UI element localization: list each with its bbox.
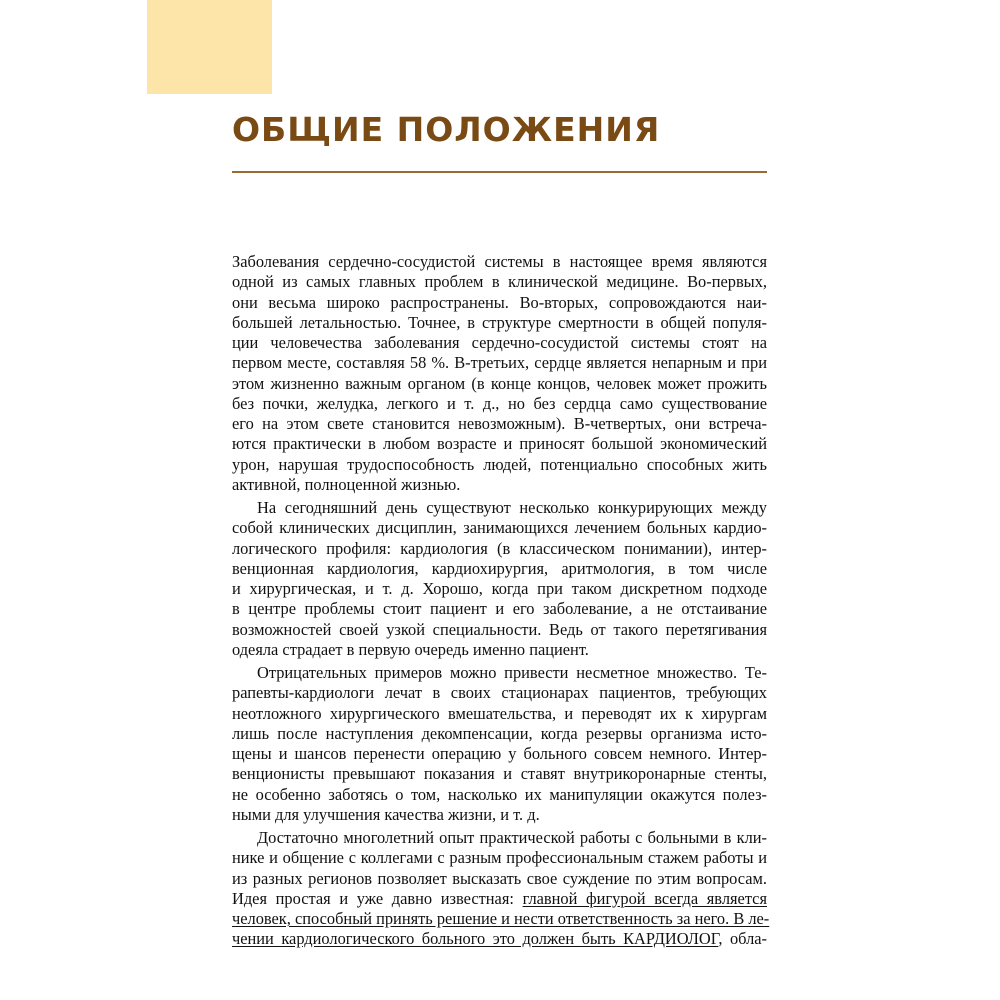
text-line: щены и шансов перенести операцию у больного совсем немного. Интер- [232, 744, 767, 763]
underlined-emphasis: чении кардиологического больного это должен быть КАРДИОЛОГ [232, 929, 719, 949]
chapter-title: ОБЩИЕ ПОЛОЖЕНИЯ [232, 110, 661, 149]
text-fragment: Идея простая и уже давно известная: [232, 888, 523, 908]
text-line: большей летальностью. Точнее, в структуре смертности в общей популя- [232, 312, 767, 332]
text-line: лишь после наступления декомпенсации, когда резервы организма исто- [232, 723, 767, 743]
text-line [232, 929, 767, 949]
text-line: одеяла страдает в первую очередь именно пациент. [232, 639, 589, 659]
text-line: Отрицательных примеров можно привести несметное множество. Те- [257, 663, 767, 682]
text-line: рапевты-кардиологи лечат в своих стационарах пациентов, требующих [232, 683, 767, 703]
text-line: логического профиля: кардиология (в классическом понимании), интер- [232, 538, 767, 558]
text-line: урон, нарушая трудоспособность людей, потенциально способных жить [232, 454, 767, 474]
title-divider [232, 171, 767, 173]
text-line: одной из самых главных проблем в клинической медицине. Во-первых, [232, 272, 767, 292]
text-line: венционисты превышают показания и ставят внутрикоронарные стенты, [232, 764, 767, 784]
text-line: и хирургическая, и т. д. Хорошо, когда при таком дискретном подходе [232, 579, 767, 598]
text-line: они весьма широко распространены. Во-вторых, сопровождаются наи- [232, 292, 767, 312]
text-line [232, 889, 767, 909]
underlined-emphasis: главной фигурой всегда является [522, 888, 767, 908]
text-line: ции человечества заболевания сердечно-сосудистой системы стоят на [232, 333, 767, 352]
underlined-emphasis: человек, способный принять решение и нести ответственность за него. В ле- [232, 909, 770, 928]
text-line: На сегодняшний день существуют несколько конкурирующих между [257, 498, 767, 517]
text-line: активной, полноценной жизнью. [232, 474, 461, 494]
text-line: собой клинических дисциплин, занимающихся лечением больных кардио- [232, 518, 767, 538]
paragraph-3 [232, 663, 767, 825]
text-line: ются практически в любом возрасте и приносят большой экономический [232, 434, 767, 454]
text-line: первом месте, составляя 58 %. В-третьих, сердце является непарным и при [232, 353, 767, 373]
text-line: этом жизненно важным органом (в конце концов, человек может прожить [232, 373, 767, 393]
text-line: венционная кардиология, кардиохирургия, аритмология, в том числе [232, 558, 767, 578]
text-line: неотложного хирургического вмешательства, и переводят их к хирургам [232, 703, 767, 723]
text-line: возможностей своей узкой специальности. Ведь от такого перетягивания [232, 619, 767, 639]
text-line [232, 909, 770, 929]
decorative-corner-block [147, 0, 272, 94]
text-line: Заболевания сердечно-сосудистой системы в настоящее время являются [232, 252, 767, 271]
text-line: в центре проблемы стоит пациент и его заболевание, а не отстаивание [232, 599, 767, 619]
paragraph-1 [232, 252, 767, 495]
body-text [232, 252, 770, 950]
text-line: его на этом свете становится невозможным). В-четвертых, они встреча- [232, 414, 767, 433]
paragraph-4 [232, 828, 770, 950]
text-line: без почки, желудка, легкого и т. д., но без сердца само существование [232, 393, 767, 413]
text-line: ными для улучшения качества жизни, и т. д. [232, 804, 540, 824]
text-line: нике и общение с коллегами с разным профессиональным стажем работы и [232, 848, 767, 868]
text-line: не особенно заботясь о том, насколько их манипуляции окажутся полез- [232, 784, 767, 804]
paragraph-2 [232, 498, 767, 660]
text-line: из разных регионов позволяет высказать свое суждение по этим вопросам. [232, 868, 767, 888]
text-fragment: , обла- [718, 929, 767, 949]
text-line: Достаточно многолетний опыт практической работы с больными в кли- [257, 828, 767, 847]
